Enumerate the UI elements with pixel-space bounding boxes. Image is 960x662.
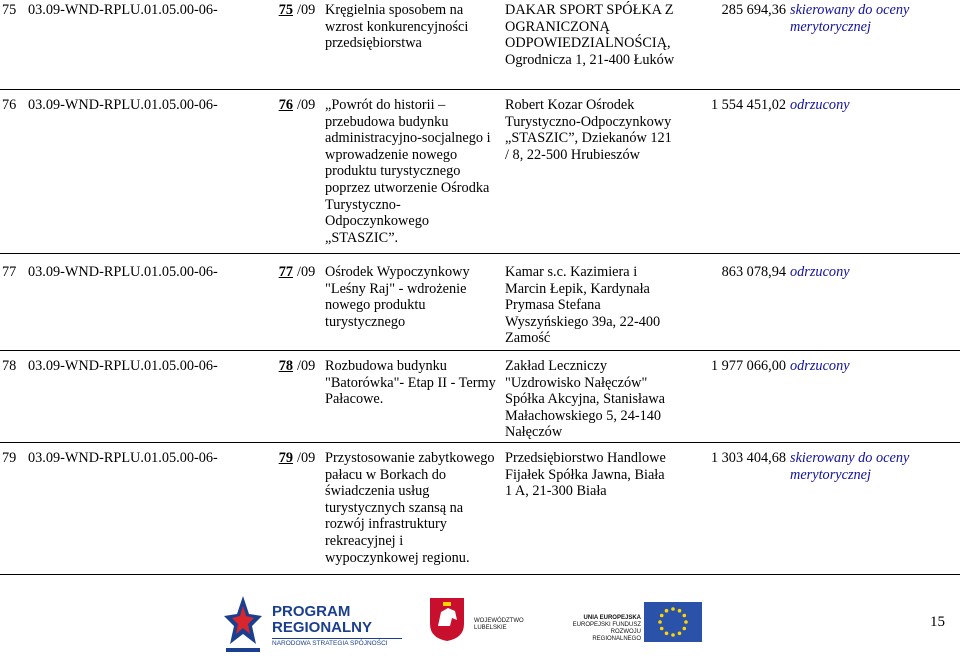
application-number: 79: [278, 450, 293, 466]
application-suffix: /09: [297, 264, 316, 280]
amount: 1 554 451,02: [710, 97, 786, 113]
voivodeship-line-1: WOJEWÓDZTWO: [474, 618, 524, 624]
lubelskie-coat-of-arms: [428, 596, 466, 642]
application-suffix: /09: [297, 450, 316, 466]
amount: 285 694,36: [721, 2, 786, 18]
voivodeship-label: [474, 618, 554, 632]
row-number: 76: [2, 97, 17, 113]
row-divider: [0, 442, 960, 443]
eu-line-3: ROZWOJU REGIONALNEGO: [592, 629, 641, 642]
application-code: 03.09-WND-RPLU.01.05.00-06-: [28, 97, 218, 113]
nsrr-star-logo: [222, 594, 264, 658]
program-line-1: PROGRAM: [272, 603, 351, 620]
project-title: Przystosowanie zabytkowego pałacu w Borkach do świadczenia usług turystycznych szansą na rozwój infrastruktury rekreacyjnej i wypoczynkowej regionu.: [325, 450, 495, 566]
application-code: 03.09-WND-RPLU.01.05.00-06-: [28, 450, 218, 466]
application-suffix: /09: [297, 2, 316, 18]
beneficiary: Przedsiębiorstwo Handlowe Fijałek Spółka Jawna, Biała 1 A, 21-300 Biała: [505, 450, 666, 500]
voivodeship-line-2: LUBELSKIE: [474, 625, 507, 631]
row-number: 77: [2, 264, 17, 280]
program-regionalny-logo: [272, 604, 402, 649]
project-title: Kręgielnia sposobem na wzrost konkurencyjności przedsiębiorstwa: [325, 2, 469, 52]
application-number: 76: [278, 97, 293, 113]
row-number: 78: [2, 358, 17, 374]
application-suffix: /09: [297, 97, 316, 113]
amount: 1 977 066,00: [710, 358, 786, 374]
application-number: 78: [278, 358, 293, 374]
application-code: 03.09-WND-RPLU.01.05.00-06-: [28, 2, 218, 18]
row-divider: [0, 350, 960, 351]
status: odrzucony: [790, 264, 850, 280]
amount: 863 078,94: [721, 264, 786, 280]
beneficiary: Robert Kozar Ośrodek Turystyczno-Odpoczynkowy „STASZIC”, Dziekanów 121 / 8, 22-500 Hrubieszów: [505, 97, 672, 163]
row-divider: [0, 253, 960, 254]
row-divider: [0, 574, 960, 575]
footer: [0, 590, 960, 662]
row-number: 75: [2, 2, 17, 18]
application-code: 03.09-WND-RPLU.01.05.00-06-: [28, 358, 218, 374]
status: odrzucony: [790, 97, 850, 113]
row-divider: [0, 89, 960, 90]
program-line-3: NARODOWA STRATEGIA SPÓJNOŚCI: [272, 638, 402, 649]
status: skierowany do oceny merytorycznej: [790, 450, 910, 483]
status: odrzucony: [790, 358, 850, 374]
application-number: 77: [278, 264, 293, 280]
status: skierowany do oceny merytorycznej: [790, 2, 910, 35]
application-number: 75: [278, 2, 293, 18]
amount: 1 303 404,68: [710, 450, 786, 466]
application-code: 03.09-WND-RPLU.01.05.00-06-: [28, 264, 218, 280]
eu-line-2: EUROPEJSKI FUNDUSZ: [572, 622, 641, 628]
eu-label: [563, 615, 641, 643]
beneficiary: DAKAR SPORT SPÓŁKA Z OGRANICZONĄ ODPOWIEDZIALNOŚCIĄ, Ogrodnicza 1, 21-400 Łuków: [505, 2, 675, 68]
application-suffix: /09: [297, 358, 316, 374]
row-number: 79: [2, 450, 17, 466]
beneficiary: Zakład Leczniczy "Uzdrowisko Nałęczów" Spółka Akcyjna, Stanisława Małachowskiego 5, 24-140 Nałęczów: [505, 358, 666, 441]
program-line-2: REGIONALNY: [272, 619, 373, 636]
project-title: Rozbudowa budynku "Batorówka"- Etap II - Termy Pałacowe.: [325, 358, 496, 408]
project-title: „Powrót do historii – przebudowa budynku administracyjno-socjalnego i wprowadzenie nowego produktu turystycznego poprzez utworzenie Ośrodka Turystyczno-Odpoczynkowego „STASZIC”.: [325, 97, 491, 246]
beneficiary: Kamar s.c. Kazimiera i Marcin Łepik, Kardynała Prymasa Stefana Wyszyńskiego 39a, 22-400 Zamość: [505, 264, 661, 347]
eu-flag-icon: [644, 602, 702, 642]
project-title: Ośrodek Wypoczynkowy "Leśny Raj" - wdrożenie nowego produktu turystycznego: [325, 264, 470, 330]
page-number: 15: [930, 614, 945, 630]
eu-line-1: UNIA EUROPEJSKA: [583, 615, 641, 621]
